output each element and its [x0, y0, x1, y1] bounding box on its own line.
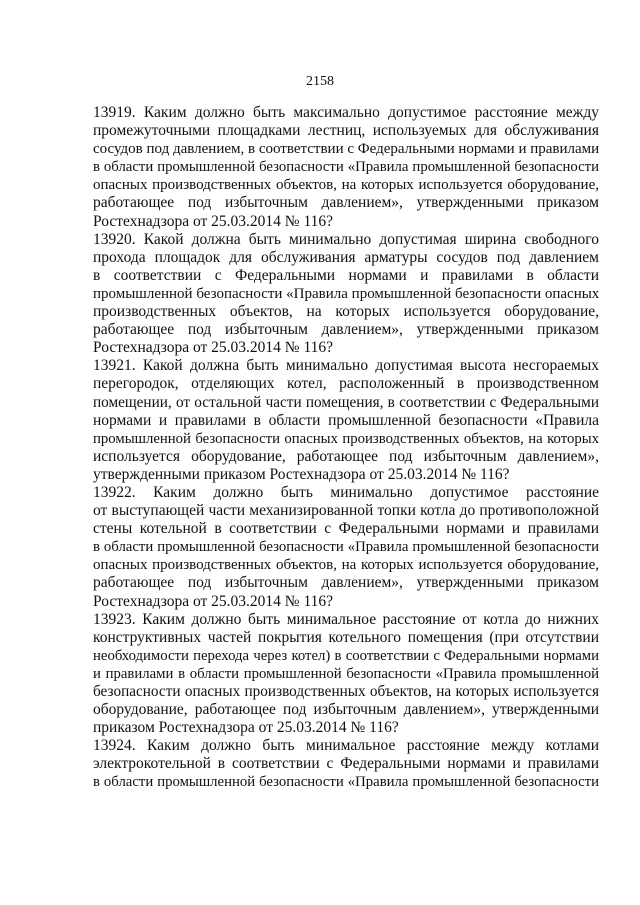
text-line: Ростехнадзора от 25.03.2014 № 116?: [93, 592, 334, 610]
text-line: оборудование, работающее под избыточным давлением», утвержденными: [93, 701, 599, 719]
text-line: в области промышленной безопасности «Правила промышленной безопасности: [93, 159, 599, 176]
text-line: в соответствии с Федеральными нормами и правилами в области: [93, 266, 599, 284]
text-line: работающее под избыточным давлением», утвержденными приказом: [93, 321, 599, 339]
text-line: в области промышленной безопасности «Правила промышленной безопасности: [93, 774, 599, 791]
text-line: используется оборудование, работающее под избыточным давлением»,: [93, 447, 599, 465]
text-line: перегородок, отделяющих котел, расположенный в производственном: [93, 375, 599, 393]
text-line: утвержденными приказом Ростехнадзора от 25.03.2014 № 116?: [93, 465, 510, 483]
text-line: опасных производственных объектов, на которых используется оборудование,: [93, 557, 599, 574]
text-line: 13919. Каким должно быть максимально допустимое расстояние между: [93, 104, 599, 121]
text-line: производственных объектов, на которых используется оборудование,: [93, 303, 599, 321]
text-line: Ростехнадзора от 25.03.2014 № 116?: [93, 339, 334, 357]
text-line: работающее под избыточным давлением», утвержденными приказом: [93, 194, 599, 212]
text-line: и правилами в области промышленной безопасности «Правила промышленной: [93, 665, 599, 682]
text-line: промежуточными площадками лестниц, используемых для обслуживания: [93, 122, 599, 140]
text-line: 13922. Каким должно быть минимально допустимое расстояние: [93, 483, 599, 501]
text-line: 13921. Какой должна быть минимально допустимая высота несгораемых: [93, 357, 599, 375]
text-line: промышленной безопасности «Правила промышленной безопасности опасных: [93, 285, 599, 302]
text-line: прохода площадок для обслуживания арматуры сосудов под давлением: [93, 248, 599, 266]
page-number: 2158: [306, 74, 334, 89]
text-line: приказом Ростехнадзора от 25.03.2014 № 116?: [93, 719, 399, 737]
text-line: Ростехнадзора от 25.03.2014 № 116?: [93, 212, 334, 230]
text-line: от выступающей части механизированной топки котла до противоположной: [93, 502, 599, 520]
text-line: опасных производственных объектов, на которых используется оборудование,: [93, 177, 599, 194]
text-line: 13924. Каким должно быть минимальное расстояние между котлами: [93, 737, 599, 755]
text-line: сосудов под давлением, в соответствии с Федеральными нормами и правилами: [93, 141, 599, 158]
text-line: в области промышленной безопасности «Правила промышленной безопасности: [93, 539, 599, 556]
text-line: необходимости перехода через котел) в соответствии с Федеральными нормами: [93, 647, 599, 664]
text-line: 13923. Каким должно быть минимальное расстояние от котла до нижних: [93, 610, 599, 628]
text-line: стены котельной в соответствии с Федеральными нормами и правилами: [93, 520, 599, 538]
text-line: конструктивных частей покрытия котельного помещения (при отсутствии: [93, 628, 599, 646]
text-line: 13920. Какой должна быть минимально допустимая ширина свободного: [93, 230, 599, 248]
text-line: нормами и правилами в области промышленной безопасности «Правила: [93, 411, 599, 429]
document-body: [93, 104, 599, 792]
text-line: промышленной безопасности опасных производственных объектов, на которых: [93, 430, 599, 447]
text-line: работающее под избыточным давлением», утвержденными приказом: [93, 574, 599, 592]
text-line: помещении, от остальной части помещения, в соответствии с Федеральными: [93, 393, 599, 411]
text-line: безопасности опасных производственных объектов, на которых используется: [93, 683, 599, 700]
text-line: электрокотельной в соответствии с Федеральными нормами и правилами: [93, 755, 599, 773]
